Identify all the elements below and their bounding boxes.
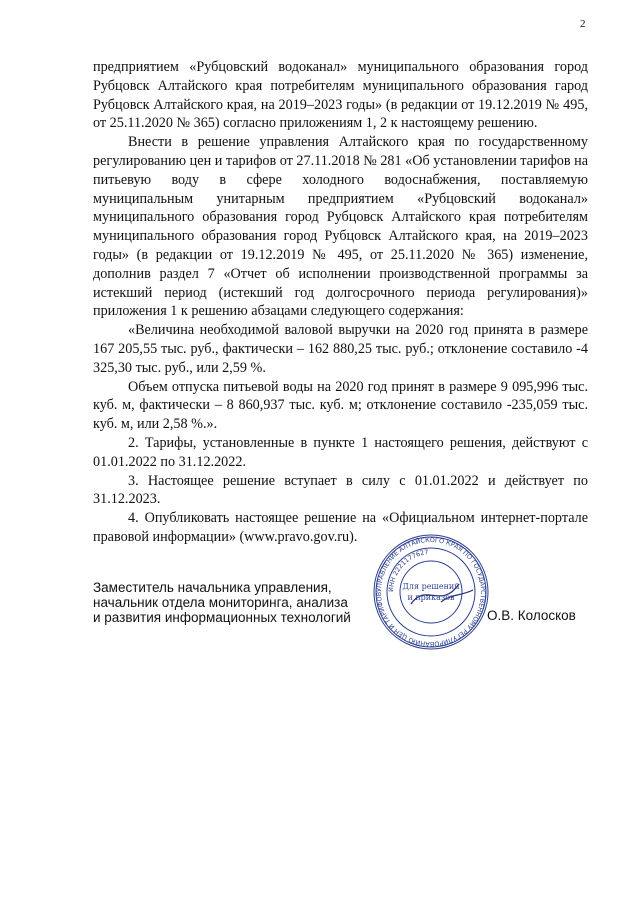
signer-name: О.В. Колосков bbox=[487, 608, 576, 623]
seal-outer-text: УПРАВЛЕНИЕ АЛТАЙСКОГО КРАЯ ПО ГОСУДАРСТВЕННОМУ РЕГУЛИРОВАНИЮ ЦЕН И ТАРИФОВ bbox=[374, 535, 488, 649]
paragraph-item-3: 3. Настоящее решение вступает в силу с 01.01.2022 и действует по 31.12.2023. bbox=[93, 472, 588, 508]
seal-inner-text: ИНН 2221177627 bbox=[386, 548, 429, 593]
paragraph-continuation: предприятием «Рубцовский водоканал» муниципального образования город Рубцовск Алтайского края потребителям муниципального образования гарод Рубцовск Алтайского края, на 2019–2023 годы» (в редакции от 19.12.2019 № 495, от 25.11.2020 № 365) согласно приложениям 1, 2 к настоящему решению. bbox=[93, 59, 588, 132]
paragraph-item-4: 4. Опубликовать настоящее решение на «Официальном интернет-портале правовой информации» (www.pravo.gov.ru). bbox=[93, 510, 588, 545]
paragraph-item-2: 2. Тарифы, установленные в пункте 1 настоящего решения, действуют с 01.01.2022 по 31.12.2022. bbox=[93, 434, 588, 470]
signer-title-line: начальник отдела мониторинга, анализа bbox=[93, 595, 348, 610]
paragraph-water-volume: Объем отпуска питьевой воды на 2020 год принят в размере 9 095,996 тыс. куб. м, фактически – 8 860,937 тыс. куб. м; отклонение составило -235,059 тыс. куб. м, или 2,58 %.». bbox=[93, 378, 588, 433]
seal-center-line-1: Для решений bbox=[402, 582, 460, 591]
seal-outer-ring bbox=[374, 535, 488, 649]
seal-inner-ring bbox=[400, 561, 462, 623]
page-number: 2 bbox=[580, 18, 586, 30]
signer-title bbox=[93, 580, 373, 625]
signer-title-line: Заместитель начальника управления, bbox=[93, 580, 332, 595]
signature-block bbox=[93, 535, 593, 690]
official-seal bbox=[371, 532, 491, 652]
paragraph-amendment: Внести в решение управления Алтайского края по государственному регулированию цен и тарифов от 27.11.2018 № 281 «Об установлении тарифов на питьевую воду в сфере холодного водоснабжения, поставляемую муниципальным унитарным предприятием «Рубцовский водоканал» муниципального образования город Рубцовск Алтайского края потребителям муниципального образования город Рубцовск Алтайского края, на 2019–2023 годы» (в редакции от 19.12.2019 № 495, от 25.11.2020 № 365) изменение, дополнив раздел 7 «Отчет об исполнении производственной программы за истекший период (истекший год долгосрочного периода регулирования)» приложения 1 к решению абзацами следующего содержания: bbox=[93, 134, 589, 320]
paragraph-revenue: «Величина необходимой валовой выручки на 2020 год принята в размере 167 205,55 тыс. руб., фактически – 162 880,25 тыс. руб.; отклонение составило -4 325,30 тыс. руб., или 2,59 %. bbox=[93, 322, 588, 376]
seal-center-line-2: и приказов bbox=[407, 593, 455, 602]
signer-title-line: и развития информационных технологий bbox=[93, 610, 351, 625]
document-body bbox=[93, 58, 588, 547]
